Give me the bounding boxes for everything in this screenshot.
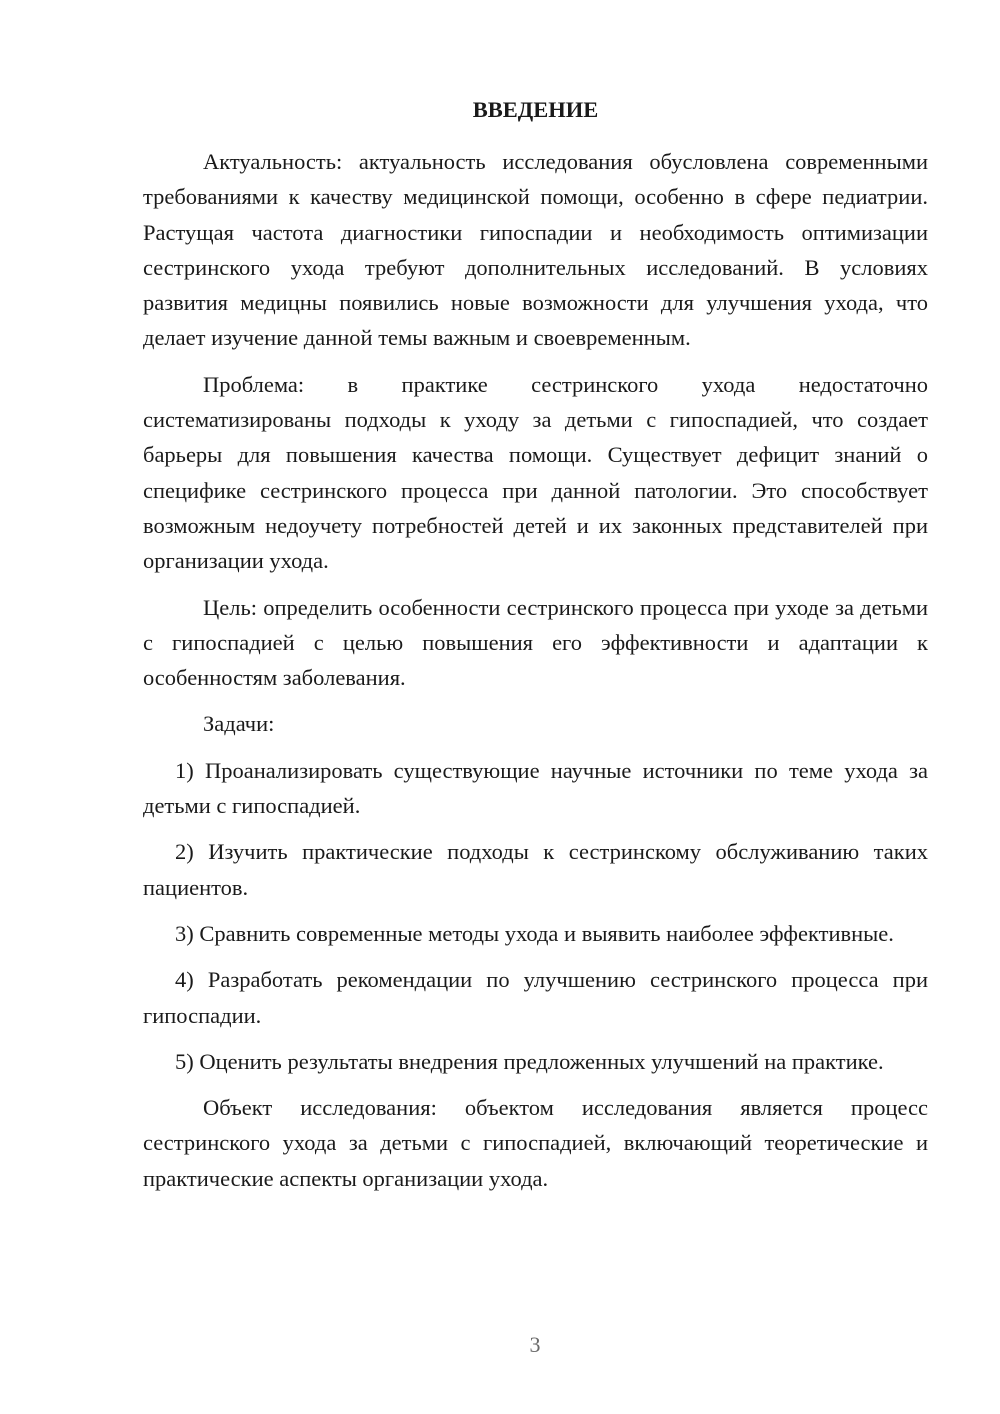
page-title: ВВЕДЕНИЕ: [472, 97, 599, 122]
tasks-heading: Задачи:: [203, 711, 275, 737]
tasks-list: [143, 753, 928, 1079]
task-item: 5) Оценить результаты внедрения предложенных улучшений на практике.: [175, 1048, 884, 1074]
page-body: [143, 92, 928, 1196]
relevance-paragraph: Актуальность: актуальность исследования обусловлена современными требованиями к качеству медицинской помощи, особенно в сфере педиатрии. Растущая частота диагностики гипоспадии и необходимость оптимизации сестринского ухода требуют дополнительных исследований. В условиях развития медицны появились новые возможности для улучшения ухода, что делает изучение данной темы важным и своевременным.: [143, 149, 928, 351]
goal-paragraph: Цель: определить особенности сестринского процесса при уходе за детьми с гипоспадией с целью повышения его эффективности и адаптации к особенностям заболевания.: [143, 594, 928, 691]
task-item: 2) Изучить практические подходы к сестринскому обслуживанию таких пациентов.: [143, 839, 928, 900]
page-number: 3: [529, 1332, 541, 1357]
task-item: 4) Разработать рекомендации по улучшению сестринского процесса при гипоспадии.: [143, 967, 928, 1028]
problem-paragraph: Проблема: в практике сестринского ухода недостаточно систематизированы подходы к уходу за детьми с гипоспадией, что создает барьеры для повышения качества помощи. Существует дефицит знаний о специфике сестринского процесса при данной патологии. Это способствует возможным недоучету потребностей детей и их законных представителей при организации ухода.: [143, 371, 928, 574]
task-item: 3) Сравнить современные методы ухода и выявить наиболее эффективные.: [175, 920, 894, 946]
task-item: 1) Проанализировать существующие научные источники по теме ухода за детьми с гипоспадией.: [143, 757, 928, 819]
object-paragraph: Объект исследования: объектом исследования является процесс сестринского ухода за детьми с гипоспадией, включающий теоретические и практические аспекты организации ухода.: [143, 1095, 928, 1191]
